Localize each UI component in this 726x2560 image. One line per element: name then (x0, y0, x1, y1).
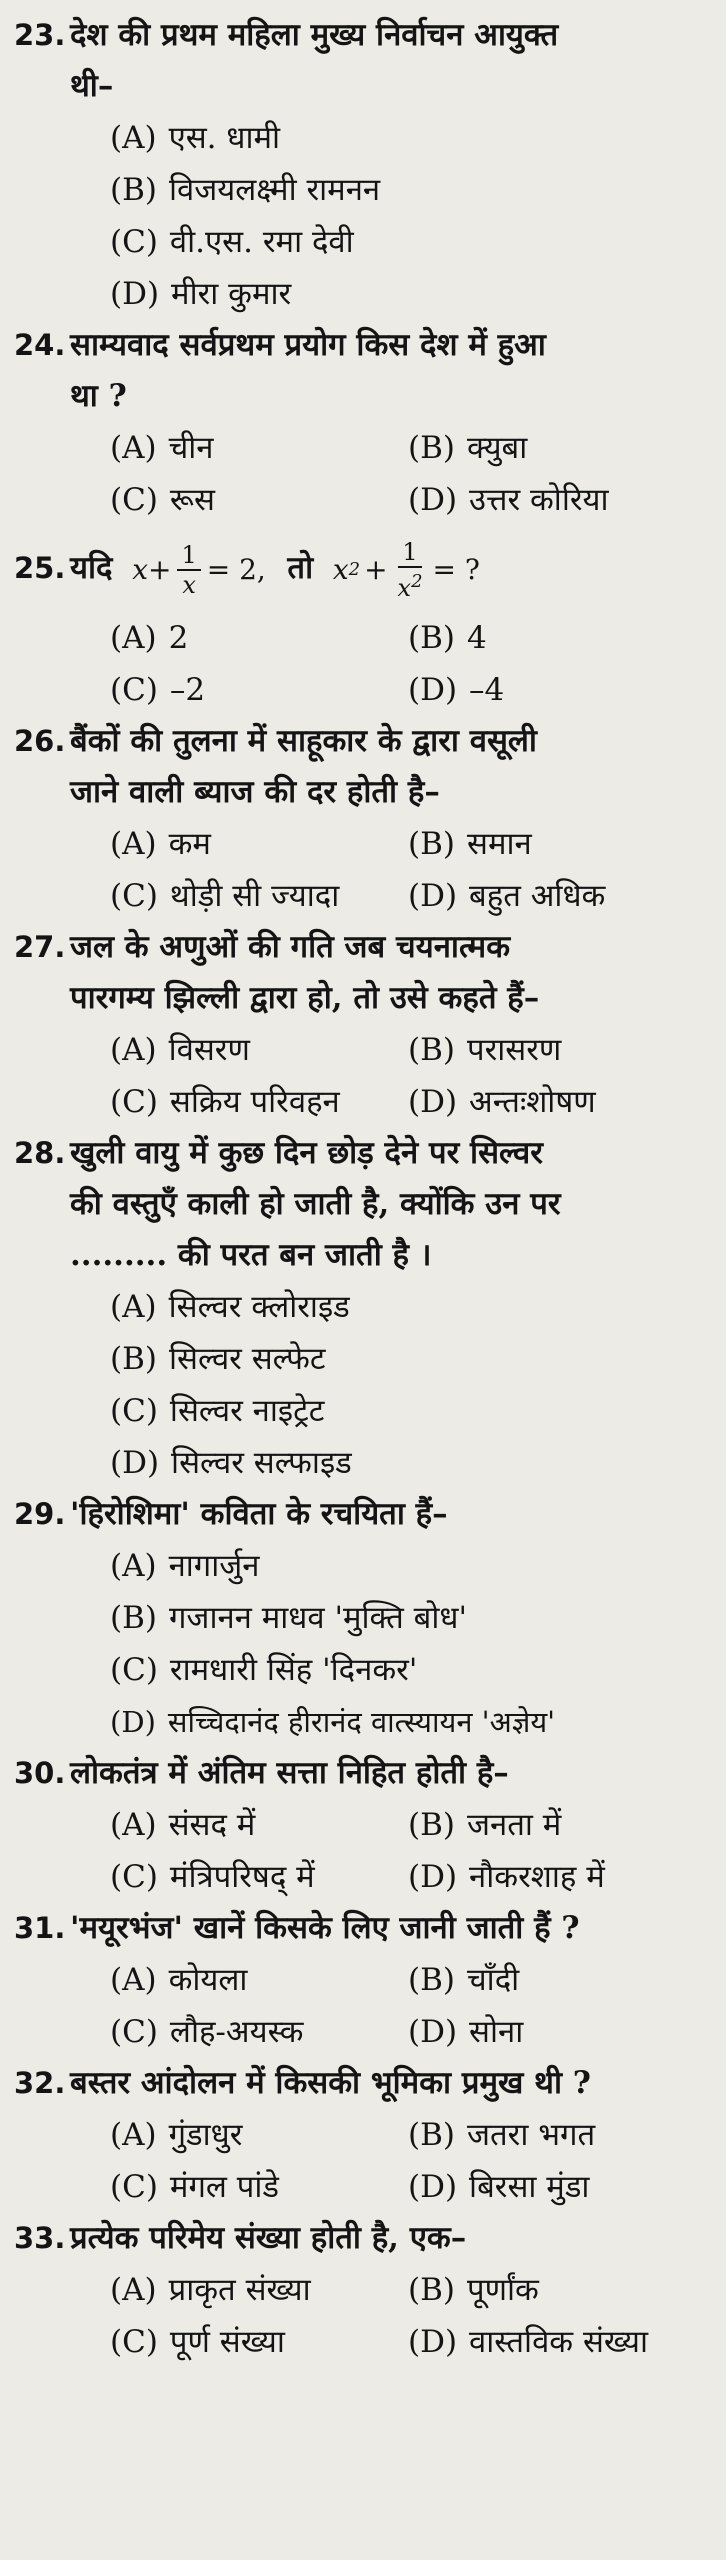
option-label: (A) (110, 1806, 157, 1843)
option-d[interactable] (408, 2316, 726, 2368)
math-var: x (332, 552, 349, 586)
option-label: (A) (110, 2271, 157, 2308)
option-label: (B) (408, 2116, 455, 2153)
option-text: मीरा कुमार (171, 276, 292, 312)
option-label: (D) (408, 2168, 458, 2205)
option-label: (B) (408, 2271, 455, 2308)
question-number: 23. (14, 18, 66, 52)
option-d[interactable] (110, 1437, 712, 1489)
fraction-denominator: x (182, 570, 196, 599)
option-a[interactable] (110, 112, 712, 164)
question-27 (14, 922, 712, 1128)
math-equals: = 2, (206, 552, 266, 586)
option-text: पूर्णांक (466, 2271, 539, 2308)
math-expression (123, 528, 266, 612)
math-equals: = ? (432, 552, 480, 586)
option-label: (B) (408, 825, 455, 862)
question-text-line: ......... की परत बन जाती है । (70, 1236, 432, 1273)
option-text: चाँदी (466, 1961, 520, 1998)
question-number: 32. (14, 2065, 66, 2100)
option-a[interactable] (110, 1540, 712, 1592)
option-text: सोना (469, 2013, 524, 2050)
question-29 (14, 1489, 712, 1748)
option-label: (B) (110, 1599, 157, 1636)
option-text: सक्रिय परिवहन (169, 1083, 340, 1120)
option-label: (B) (110, 172, 157, 208)
option-text: गुंडाधुर (168, 2116, 243, 2153)
option-d[interactable] (408, 2006, 726, 2058)
option-c[interactable] (110, 2161, 408, 2213)
options-grid (70, 2109, 712, 2213)
fraction-numerator: 1 (398, 538, 421, 568)
option-label: (C) (110, 1083, 158, 1120)
option-text: –2 (169, 671, 206, 708)
option-c[interactable] (110, 1644, 712, 1696)
option-text: प्राकृत संख्या (168, 2271, 311, 2308)
question-number: 31. (14, 1910, 66, 1945)
options-grid (70, 818, 712, 922)
option-label: (C) (110, 1392, 158, 1429)
option-text: गजानन माधव 'मुक्ति बोध' (168, 1599, 467, 1636)
options-grid (70, 612, 712, 716)
option-text: पूर्ण संख्या (169, 2323, 285, 2360)
option-label: (C) (110, 2323, 158, 2360)
question-number: 33. (14, 2220, 66, 2255)
question-text-line: खुली वायु में कुछ दिन छोड़ देने पर सिल्वर (70, 1134, 543, 1171)
question-text-line: 'मयूरभंज' खानें किसके लिए जानी जाती हैं ? (70, 1909, 580, 1946)
option-text: क्युबा (466, 430, 528, 466)
option-d[interactable] (408, 2161, 726, 2213)
option-a[interactable] (110, 422, 408, 474)
math-operator: + (364, 552, 388, 586)
option-a[interactable] (110, 1799, 408, 1851)
option-label: (A) (110, 1031, 157, 1068)
math-var: x (132, 552, 148, 586)
option-b[interactable] (110, 164, 712, 216)
option-d[interactable] (110, 268, 712, 320)
option-c[interactable] (110, 1076, 408, 1128)
math-operator: + (147, 552, 172, 586)
option-c[interactable] (110, 1385, 712, 1437)
option-label: (C) (110, 224, 158, 260)
option-label: (B) (110, 1340, 157, 1377)
math-exponent: 2 (411, 570, 423, 592)
option-label: (B) (408, 1806, 455, 1843)
question-text-line: जल के अणुओं की गति जब चयनात्मक (70, 928, 511, 965)
option-text: अन्तःशोषण (469, 1083, 596, 1120)
option-a[interactable] (110, 2264, 408, 2316)
option-c[interactable] (110, 2316, 408, 2368)
options-grid (70, 1024, 712, 1128)
options-grid (70, 422, 712, 526)
option-b[interactable] (408, 818, 726, 870)
question-middle-word: तो (287, 550, 314, 586)
option-b[interactable] (408, 1024, 726, 1076)
fraction-denominator (394, 568, 427, 602)
question-text-line (70, 526, 712, 612)
option-label: (B) (408, 430, 455, 466)
question-25 (14, 526, 712, 716)
option-label: (D) (408, 2323, 458, 2360)
option-a[interactable] (110, 1024, 408, 1076)
option-text: संसद में (168, 1806, 256, 1843)
question-number: 28. (14, 1135, 66, 1170)
option-text: एस. धामी (168, 120, 281, 156)
question-23 (14, 10, 712, 320)
option-text: 2 (168, 619, 189, 656)
option-a[interactable] (110, 2109, 408, 2161)
question-32 (14, 2058, 712, 2213)
option-text: विसरण (168, 1031, 250, 1068)
option-text: समान (466, 825, 532, 862)
question-24 (14, 320, 712, 526)
option-label: (A) (110, 825, 157, 862)
options-grid (70, 1799, 712, 1903)
option-text: –4 (469, 671, 505, 708)
question-text-line: 'हिरोशिमा' कविता के रचयिता हैं– (70, 1495, 448, 1532)
option-text: बिरसा मुंडा (469, 2168, 590, 2205)
option-a[interactable] (110, 818, 408, 870)
option-b[interactable] (408, 1954, 726, 2006)
option-c[interactable] (110, 474, 408, 526)
option-d[interactable] (408, 474, 726, 526)
question-text-line: थी– (70, 68, 114, 104)
question-number: 30. (14, 1755, 66, 1790)
option-a[interactable] (110, 612, 408, 664)
option-label: (D) (408, 482, 458, 518)
question-text-line: बस्तर आंदोलन में किसकी भूमिका प्रमुख थी ? (70, 2064, 591, 2101)
option-label: (A) (110, 1547, 157, 1584)
option-d[interactable] (408, 1076, 726, 1128)
option-text: नौकरशाह में (469, 1858, 605, 1895)
options-list (70, 1540, 712, 1748)
option-c[interactable] (110, 216, 712, 268)
question-text-line: साम्यवाद सर्वप्रथम प्रयोग किस देश में हुआ (70, 327, 546, 363)
option-b[interactable] (408, 422, 726, 474)
options-list (70, 1281, 712, 1489)
option-label: (C) (110, 482, 158, 518)
option-a[interactable] (110, 1954, 408, 2006)
question-number: 27. (14, 929, 66, 964)
option-label: (A) (110, 1288, 157, 1325)
question-text-line: जाने वाली ब्याज की दर होती है– (70, 773, 440, 810)
option-c[interactable] (110, 2006, 408, 2058)
option-text: थोड़ी सी ज्यादा (169, 877, 340, 914)
option-b[interactable] (408, 1799, 726, 1851)
question-26 (14, 716, 712, 922)
question-28 (14, 1128, 712, 1489)
question-text-line: देश की प्रथम महिला मुख्य निर्वाचन आयुक्त (70, 17, 559, 53)
option-label: (C) (110, 1651, 158, 1688)
question-number: 26. (14, 723, 66, 758)
option-b[interactable] (408, 2109, 726, 2161)
options-list (70, 112, 712, 320)
option-label: (D) (110, 1444, 160, 1481)
question-text-line: पारगम्य झिल्ली द्वारा हो, तो उसे कहते हैं– (70, 979, 540, 1016)
math-expression (324, 528, 480, 612)
option-text: उत्तर कोरिया (469, 482, 609, 518)
question-number: 24. (14, 328, 66, 362)
option-text: कम (168, 825, 211, 862)
option-text: कोयला (168, 1961, 248, 1998)
option-label: (C) (110, 1858, 158, 1895)
option-label: (B) (408, 1961, 455, 1998)
option-text: परासरण (466, 1031, 562, 1068)
option-label: (D) (408, 671, 458, 708)
option-text: रूस (169, 482, 215, 518)
option-text: बहुत अधिक (469, 877, 606, 914)
option-label: (C) (110, 2013, 158, 2050)
option-text: जनता में (466, 1806, 562, 1843)
option-d[interactable] (110, 1696, 712, 1748)
option-text: सच्चिदानंद हीरानंद वात्स्यायन 'अज्ञेय' (167, 1704, 556, 1739)
option-b[interactable] (110, 1333, 712, 1385)
option-c[interactable] (110, 1851, 408, 1903)
option-text: नागार्जुन (168, 1547, 260, 1584)
option-label: (D) (110, 276, 160, 312)
math-var: x (397, 573, 412, 602)
math-fraction (394, 538, 427, 602)
option-label: (B) (408, 1031, 455, 1068)
option-text: मंगल पांडे (169, 2168, 280, 2205)
math-fraction (177, 541, 200, 599)
question-31 (14, 1903, 712, 2058)
option-c[interactable] (110, 870, 408, 922)
question-text-line: बैंकों की तुलना में साहूकार के द्वारा वसूली (70, 722, 537, 759)
options-grid (70, 2264, 712, 2368)
options-grid (70, 1954, 712, 2058)
question-30 (14, 1748, 712, 1903)
question-number: 29. (14, 1496, 66, 1531)
option-text: मंत्रिपरिषद् में (169, 1858, 315, 1895)
question-number: 25. (14, 551, 66, 585)
option-text: लौह-अयस्क (169, 2013, 304, 2050)
question-text-line: था ? (70, 378, 127, 414)
option-label: (C) (110, 671, 158, 708)
option-label: (D) (408, 877, 458, 914)
option-text: सिल्वर सल्फाइड (171, 1444, 352, 1481)
option-c[interactable] (110, 664, 408, 716)
question-text-line: की वस्तुएँ काली हो जाती है, क्योंकि उन पर (70, 1185, 561, 1222)
question-text-line: लोकतंत्र में अंतिम सत्ता निहित होती है– (70, 1754, 509, 1791)
option-label: (A) (110, 2116, 157, 2153)
option-label: (A) (110, 430, 157, 466)
option-text: सिल्वर सल्फेट (168, 1340, 326, 1377)
option-d[interactable] (408, 1851, 726, 1903)
option-label: (A) (110, 1961, 157, 1998)
question-prefix: यदि (70, 550, 113, 586)
option-label: (D) (408, 1083, 458, 1120)
option-label: (C) (110, 877, 158, 914)
option-text: रामधारी सिंह 'दिनकर' (169, 1651, 418, 1688)
option-text: चीन (168, 430, 214, 466)
option-a[interactable] (110, 1281, 712, 1333)
option-label: (B) (408, 619, 455, 656)
option-text: 4 (466, 619, 487, 656)
option-text: सिल्वर क्लोराइड (168, 1288, 350, 1325)
fraction-numerator: 1 (177, 541, 200, 571)
option-label: (D) (110, 1704, 156, 1739)
option-text: विजयलक्ष्मी रामनन (168, 172, 381, 208)
option-text: वी.एस. रमा देवी (169, 224, 354, 260)
option-text: सिल्वर नाइट्रेट (169, 1392, 325, 1429)
option-label: (C) (110, 2168, 158, 2205)
option-text: वास्तविक संख्या (469, 2323, 649, 2360)
option-label: (D) (408, 1858, 458, 1895)
option-b[interactable] (408, 2264, 726, 2316)
question-33 (14, 2213, 712, 2368)
option-text: जतरा भगत (466, 2116, 596, 2153)
question-text-line: प्रत्येक परिमेय संख्या होती है, एक– (70, 2219, 467, 2256)
option-b[interactable] (408, 612, 726, 664)
option-d[interactable] (408, 664, 726, 716)
option-label: (D) (408, 2013, 458, 2050)
math-exponent: 2 (348, 558, 361, 580)
option-b[interactable] (110, 1592, 712, 1644)
option-label: (A) (110, 120, 157, 156)
option-d[interactable] (408, 870, 726, 922)
option-label: (A) (110, 619, 157, 656)
